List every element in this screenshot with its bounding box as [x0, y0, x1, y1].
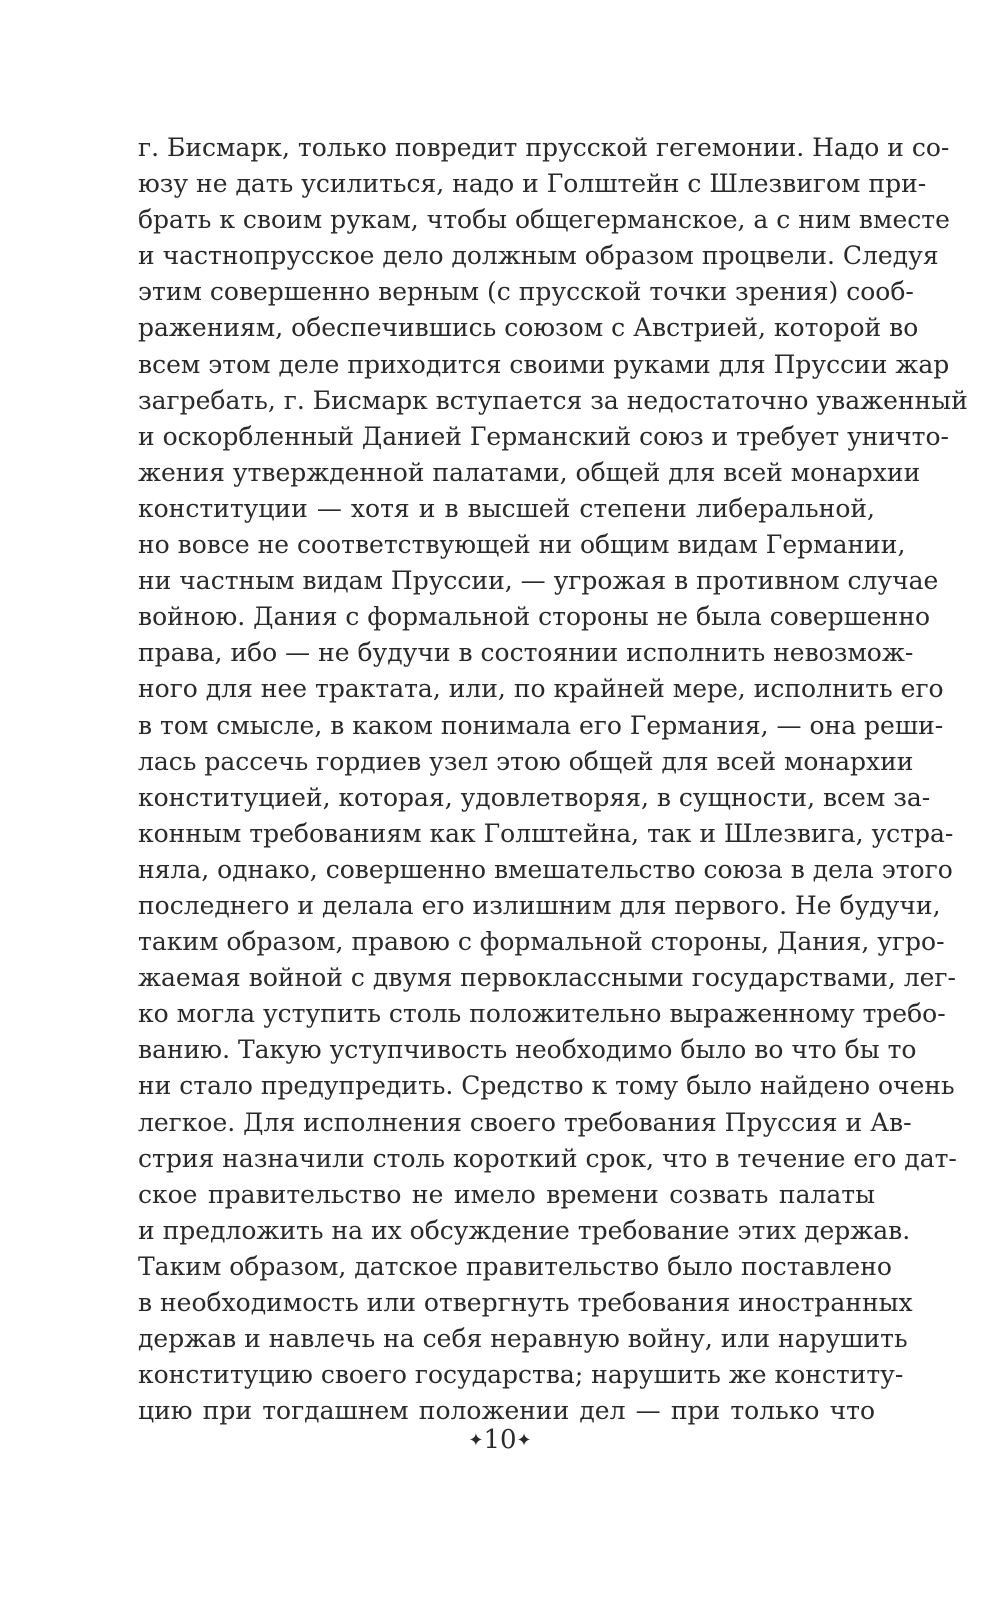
text-line: лась рассечь гордиев узел этою общей для всей монархии	[138, 746, 914, 776]
text-line: г. Бисмарк, только повредит прусской гегемонии. Надо и со-	[138, 133, 950, 162]
text-line: цию при тогдашнем положении дел — при только что	[138, 1396, 875, 1426]
text-line: ское правительство не имело времени созвать палаты	[138, 1179, 875, 1209]
text-line: войною. Дания с формальной стороны не была совершенно	[138, 602, 931, 632]
text-line: права, ибо — не будучи в состоянии исполнить невозмож-	[138, 638, 914, 668]
text-line: конституцию своего государства; нарушить же конститу-	[138, 1360, 904, 1390]
body-text	[138, 130, 968, 1429]
ornament-right-icon: ✦	[516, 1430, 532, 1451]
text-line: в том смысле, в каком понимала его Германия, — она реши-	[138, 710, 944, 740]
ornament-left-icon: ✦	[468, 1430, 484, 1451]
text-line: ни частным видам Пруссии, — угрожая в противном случае	[138, 566, 939, 596]
text-line: Таким образом, датское правительство было поставлено	[138, 1251, 892, 1281]
text-line: и оскорбленный Данией Германский союз и требует уничто-	[138, 421, 949, 451]
page-number: 10	[483, 1425, 517, 1455]
text-line: и предложить на их обсуждение требование этих держав.	[138, 1215, 911, 1245]
text-line: конституцией, которая, удовлетворяя, в сущности, всем за-	[138, 782, 931, 812]
text-line: няла, однако, совершенно вмешательство союза в дела этого	[138, 854, 953, 884]
text-line: загребать, г. Бисмарк вступается за недостаточно уваженный	[138, 385, 968, 415]
text-line: конституции — хотя и в высшей степени либеральной,	[138, 493, 875, 523]
text-line: ванию. Такую уступчивость необходимо было во что бы то	[138, 1035, 917, 1065]
text-line: жения утвержденной палатами, общей для всей монархии	[138, 457, 921, 487]
text-line: стрия назначили столь короткий срок, что в течение его дат-	[138, 1143, 957, 1173]
text-line: ражениям, обеспечившись союзом с Австрией, которой во	[138, 313, 919, 343]
text-line: этим совершенно верным (с прусской точки зрения) сооб-	[138, 277, 914, 307]
text-line: таким образом, правою с формальной стороны, Дания, угро-	[138, 927, 945, 957]
text-line: и частнопрусское дело должным образом процвели. Следуя	[138, 241, 939, 271]
text-line: последнего и делала его излишним для первого. Не будучи,	[138, 890, 941, 920]
text-line: конным требованиям как Голштейна, так и Шлезвига, устра-	[138, 818, 954, 848]
text-line: жаемая войной с двумя первоклассными государствами, лег-	[138, 963, 956, 993]
text-line: но вовсе не соответствующей ни общим видам Германии,	[138, 530, 906, 560]
text-line: ко могла уступить столь положительно выраженному требо-	[138, 999, 946, 1029]
text-line: всем этом деле приходится своими руками для Пруссии жар	[138, 349, 950, 379]
text-line: юзу не дать усилиться, надо и Голштейн с Шлезвигом при-	[138, 169, 927, 199]
text-line: легкое. Для исполнения своего требования Пруссия и Ав-	[138, 1107, 912, 1137]
text-line: ни стало предупредить. Средство к тому было найдено очень	[138, 1071, 955, 1101]
text-line: ного для нее трактата, или, по крайней мере, исполнить его	[138, 674, 944, 704]
page-number-footer	[0, 1422, 1000, 1459]
text-line: держав и навлечь на себя неравную войну, или нарушить	[138, 1324, 908, 1354]
text-line: брать к своим рукам, чтобы общегерманское, а с ним вместе	[138, 205, 950, 235]
text-line: в необходимость или отвергнуть требования иностранных	[138, 1288, 913, 1317]
